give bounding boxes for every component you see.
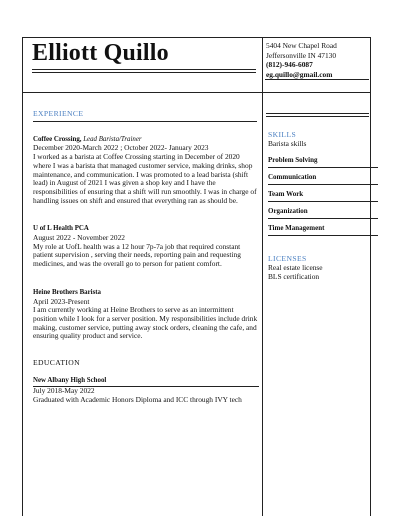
- skill-item: Organization: [268, 202, 378, 219]
- job-org: Heine Brothers Barista: [33, 288, 102, 296]
- skill-item: Team Work: [268, 185, 378, 202]
- address-line-2: Jeffersonville IN 47130: [266, 50, 337, 60]
- job-dates: December 2020-March 2022 ; October 2022- January 2023: [33, 143, 209, 153]
- main-column: [33, 110, 259, 405]
- job-entry-uofl-health: [33, 225, 259, 269]
- sidebar-underline-2: [266, 116, 369, 117]
- job-role: Lead Barista/Trainer: [83, 135, 142, 143]
- skills-title: SKILLS: [268, 130, 297, 139]
- experience-title: EXPERIENCE: [33, 109, 84, 118]
- job-entry-heine-brothers: [33, 289, 259, 341]
- address-line-1: 5404 New Chapel Road: [266, 41, 337, 50]
- contact-block: [266, 41, 390, 79]
- frame-left: [22, 37, 23, 516]
- candidate-name: Elliott Quillo: [32, 40, 169, 66]
- phone-number: (812)-946-6087: [266, 60, 313, 70]
- skills-subtitle: Barista skills: [268, 139, 307, 148]
- job-org: U of L Health PCA: [33, 225, 89, 233]
- school-name: New Albany High School: [33, 377, 259, 388]
- sidebar: [268, 130, 378, 281]
- skills-list: [268, 151, 378, 236]
- licenses-title: LICENSES: [268, 254, 307, 263]
- education-dates: July 2018-May 2022: [33, 386, 95, 396]
- skill-item: Time Management: [268, 219, 378, 236]
- license-item: Real estate license: [268, 263, 323, 272]
- job-dates: April 2023-Present: [33, 296, 90, 306]
- column-divider: [262, 37, 263, 516]
- header-divider: [22, 92, 371, 93]
- education-title: EDUCATION: [33, 358, 81, 368]
- skill-item: Communication: [268, 168, 378, 185]
- education-description: Graduated with Academic Honors Diploma and ICC through IVY tech: [33, 395, 242, 405]
- skill-item: Problem Solving: [268, 151, 378, 168]
- sidebar-underline-1: [266, 113, 369, 114]
- frame-top: [22, 37, 371, 38]
- education-entry: [33, 377, 259, 405]
- job-dates: August 2022 - November 2022: [33, 233, 125, 243]
- email-address: eg.quillo@gmail.com: [266, 69, 333, 79]
- job-org: Coffee Crossing,: [33, 135, 82, 143]
- job-entry-coffee-crossing: [33, 136, 259, 206]
- job-description: I am currently working at Heine Brothers to serve as an intermittent position while I look for a server position. My responsibilities include drink making, customer service, putting away stock orders, cleaning the cafe, and ensuring quality product and service.: [33, 305, 258, 341]
- license-item: BLS certification: [268, 272, 320, 281]
- name-underline-2: [32, 72, 256, 73]
- job-description: I worked as a barista at Coffee Crossing starting in December of 2020 where I was a barista that managed customer service, making drinks, shop maintenance, and communication. I was promoted to a lead barista (shift lead) in August of 2021 I was given a shop key and I have the responsibilities of ensuring that a shift will run smoothly. I was in charge of handling issues on shift and ensured that everything ran as should be.: [33, 152, 257, 205]
- name-underline-1: [32, 69, 256, 70]
- job-description: My role at UofL health was a 12 hour 7p-7a job that required constant patient supervision , serving their needs, reporting pain and requesting medicines, and was the overall go to person for patient comfort.: [33, 241, 241, 269]
